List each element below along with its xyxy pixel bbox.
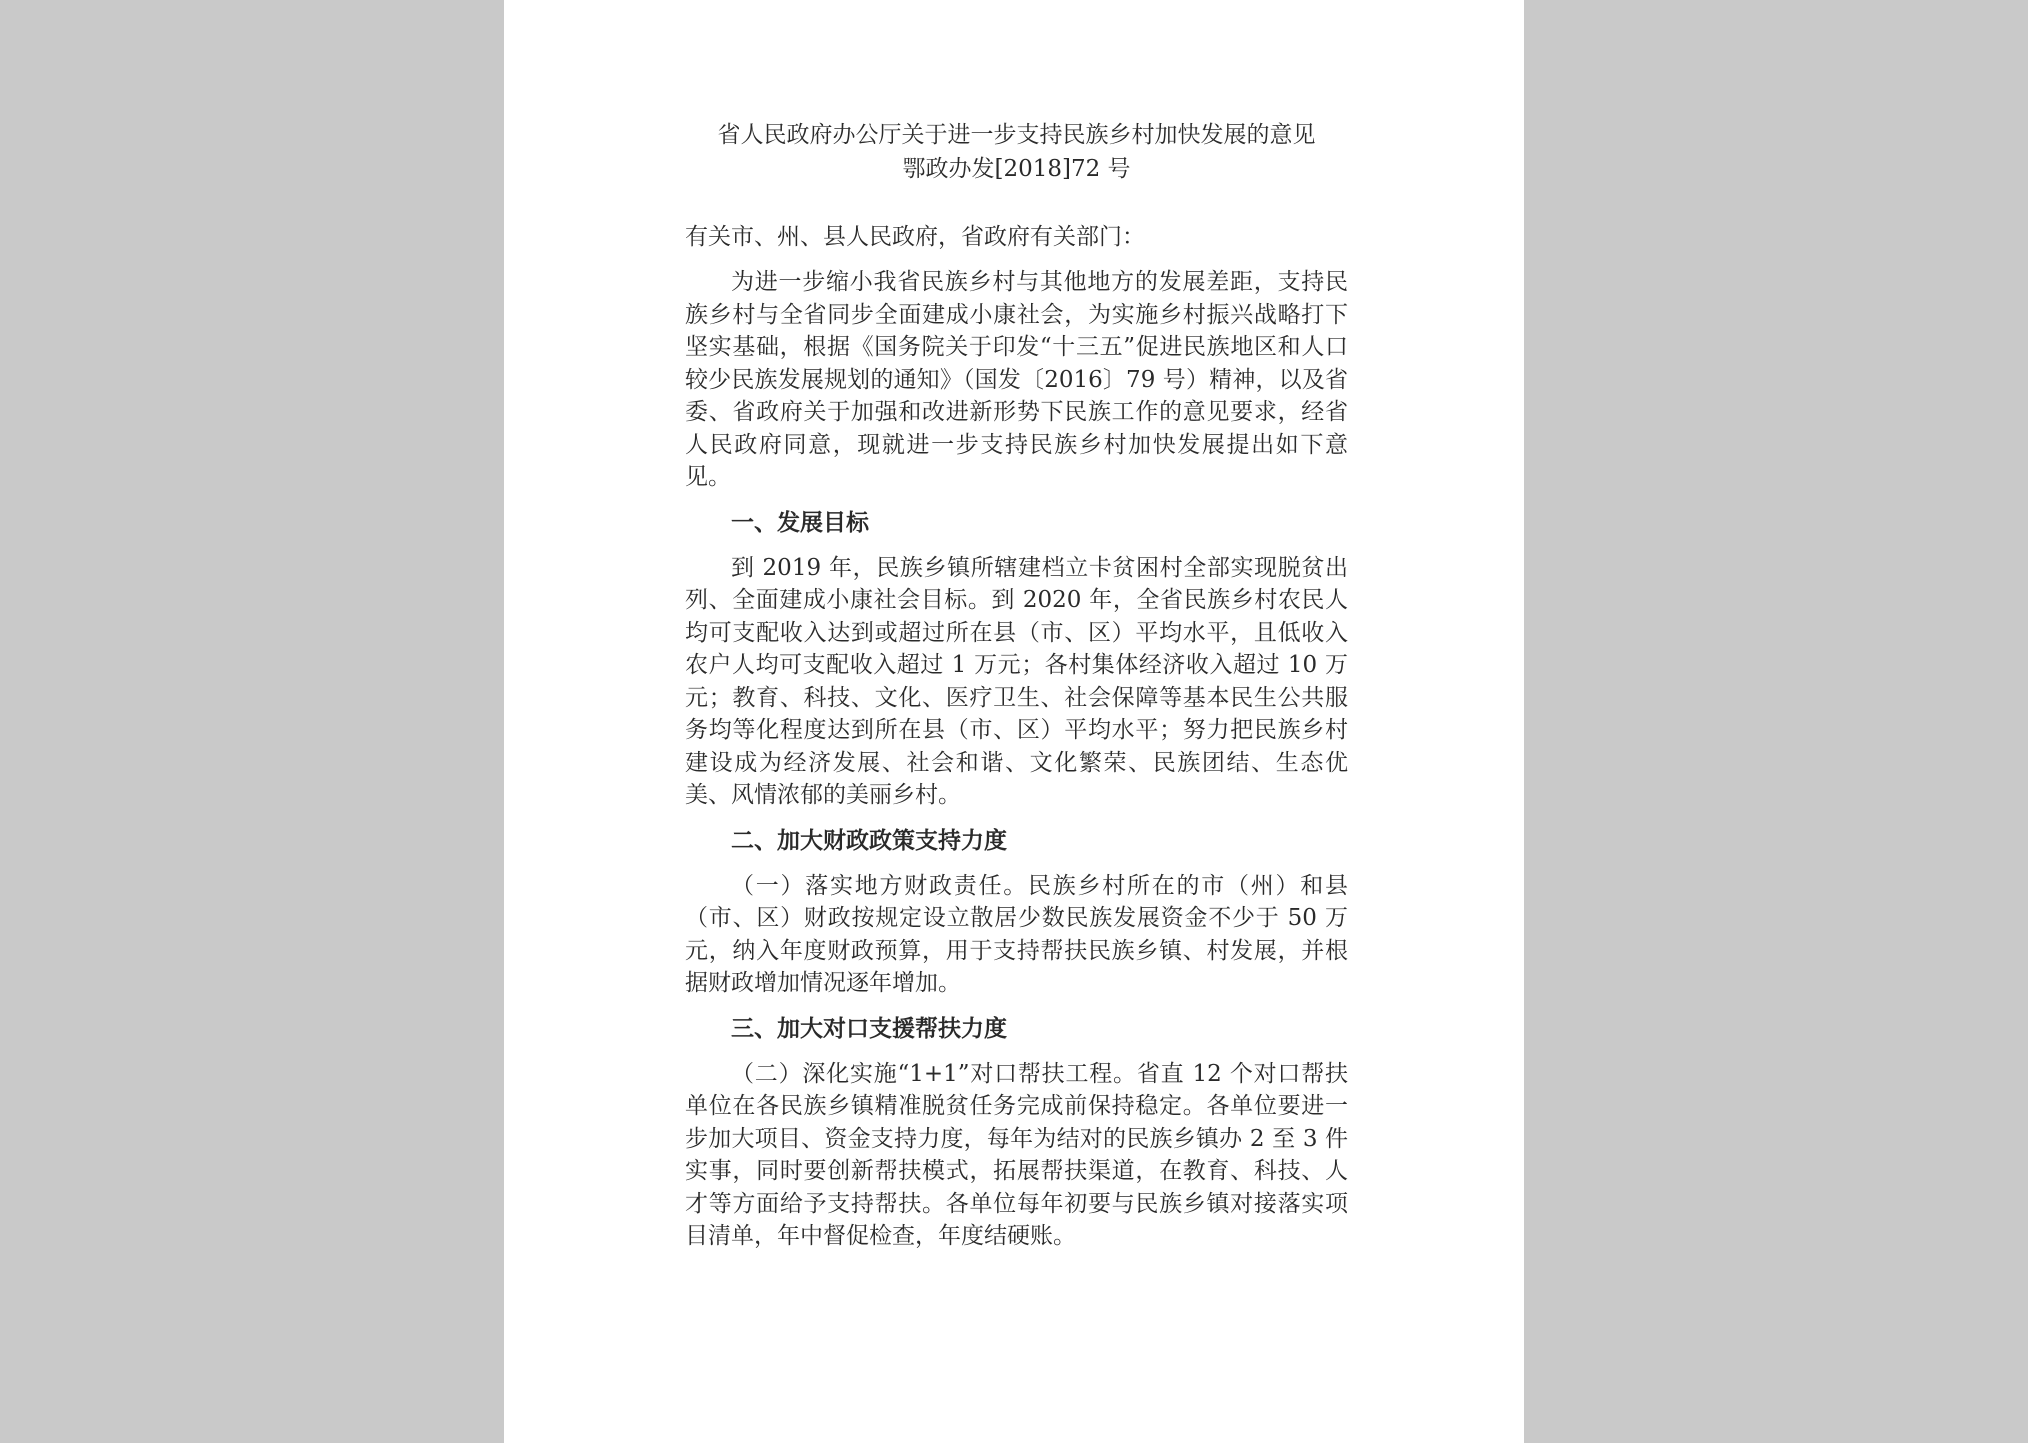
section-body-goals: 到 2019 年，民族乡镇所辖建档立卡贫困村全部实现脱贫出列、全面建成小康社会目标。到 2020 年，全省民族乡村农民人均可支配收入达到或超过所在县（市、区）平均水平，且低收入农户人均可支配收入超过 1 万元；各村集体经济收入超过 10 万元；教育、科技、文化、医疗卫生、社会保障等基本民生公共服务均等化程度达到所在县（市、区）平均水平；努力把民族乡村建设成为经济发展、社会和谐、文化繁荣、民族团结、生态优美、风情浓郁的美丽乡村。 <box>685 554 1348 808</box>
section-body-fiscal: （一）落实地方财政责任。民族乡村所在的市（州）和县（市、区）财政按规定设立散居少数民族发展资金不少于 50 万元，纳入年度财政预算，用于支持帮扶民族乡镇、村发展，并根据财政增加情况逐年增加。 <box>685 872 1348 996</box>
section-heading-assistance: 三、加大对口支援帮扶力度 <box>731 1015 1007 1042</box>
section-body-assistance: （二）深化实施“1+1”对口帮扶工程。省直 12 个对口帮扶单位在各民族乡镇精准脱贫任务完成前保持稳定。各单位要进一步加大项目、资金支持力度，每年为结对的民族乡镇办 2 至 3 件实事，同时要创新帮扶模式，拓展帮扶渠道，在教育、科技、人才等方面给予支持帮扶。各单位每年初要与民族乡镇对接落实项目清单，年中督促检查，年度结硬账。 <box>685 1060 1348 1249</box>
section-heading-goals: 一、发展目标 <box>731 509 869 536</box>
section-heading-fiscal: 二、加大财政政策支持力度 <box>731 827 1007 854</box>
document-content <box>685 118 1348 1265</box>
document-page <box>504 0 1524 1443</box>
document-number: 鄂政办发[2018]72 号 <box>902 156 1131 182</box>
intro-paragraph: 为进一步缩小我省民族乡村与其他地方的发展差距，支持民族乡村与全省同步全面建成小康社会，为实施乡村振兴战略打下坚实基础，根据《国务院关于印发“十三五”促进民族地区和人口较少民族发展规划的通知》（国发〔2016〕79 号）精神，以及省委、省政府关于加强和改进新形势下民族工作的意见要求，经省人民政府同意，现就进一步支持民族乡村加快发展提出如下意见。 <box>685 269 1348 490</box>
document-title: 省人民政府办公厅关于进一步支持民族乡村加快发展的意见 <box>717 122 1316 148</box>
salutation: 有关市、州、县人民政府，省政府有关部门： <box>685 224 1145 250</box>
